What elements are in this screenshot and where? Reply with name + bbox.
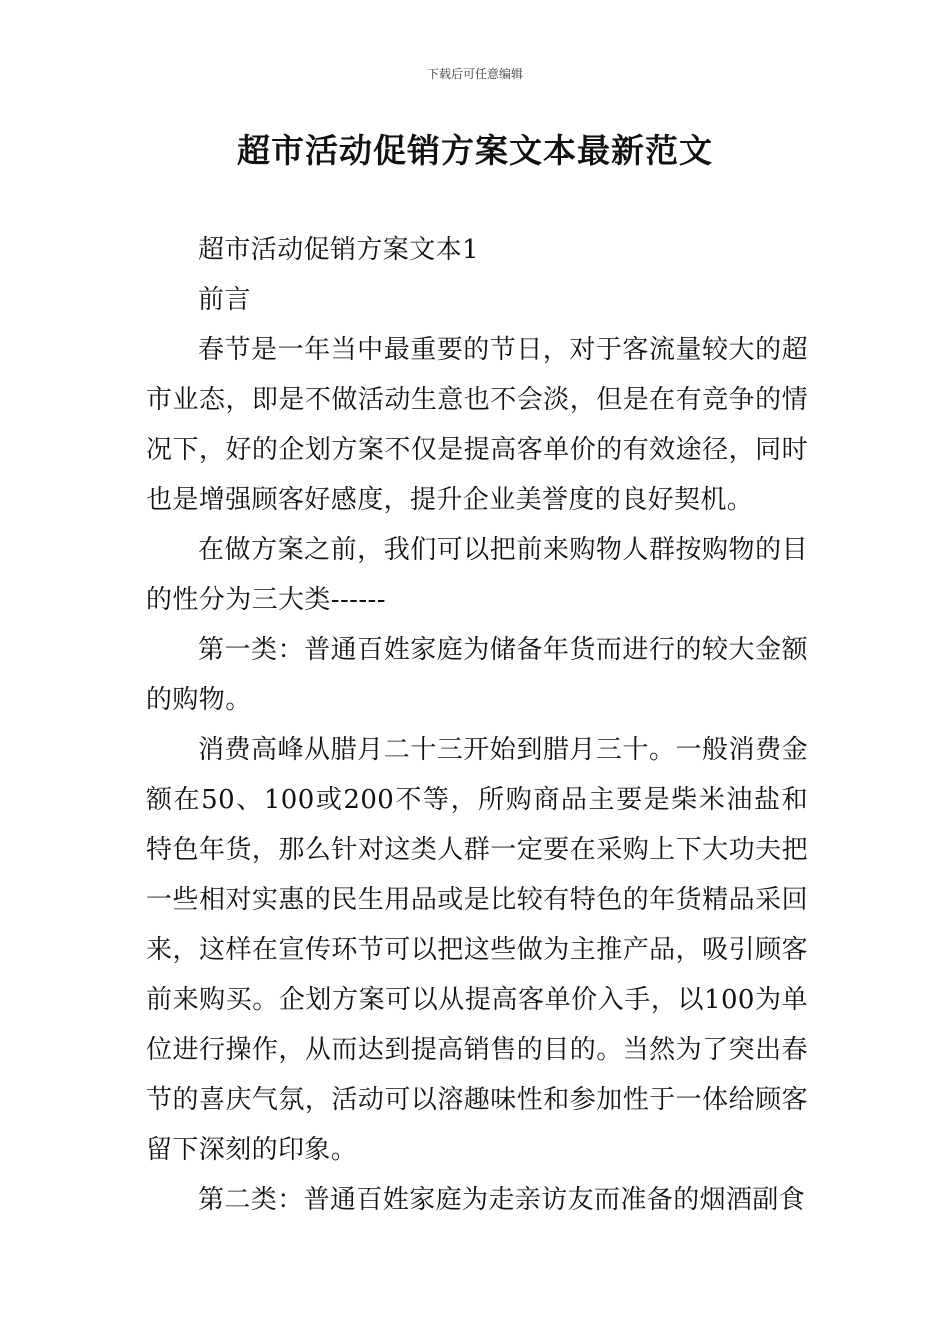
document-title: 超市活动促销方案文本最新范文 — [237, 131, 713, 170]
paragraph: 消费高峰从腊月二十三开始到腊月三十。一般消费金额在50、100或200不等，所购商品主要是柴米油盐和特色年货，那么针对这类人群一定要在采购上下大功夫把一些相对实惠的民生用品或是比较有特色的年货精品采回来，这样在宣传环节可以把这些做为主推产品，吸引顾客前来购买。企划方案可以从提高客单价入手，以100为单位进行操作，从而达到提高销售的目的。当然为了突出春节的喜庆气氛，活动可以溶趣味性和参加性于一体给顾客留下深刻的印象。 — [146, 735, 808, 1165]
document-body — [146, 225, 808, 1225]
section-heading: 超市活动促销方案文本1 — [198, 235, 479, 265]
paragraph: 在做方案之前，我们可以把前来购物人群按购物的目的性分为三大类------ — [146, 535, 808, 615]
paragraph: 第一类：普通百姓家庭为储备年货而进行的较大金额的购物。 — [146, 635, 808, 715]
preface-heading: 前言 — [198, 285, 251, 315]
paragraph: 春节是一年当中最重要的节日，对于客流量较大的超市业态，即是不做活动生意也不会淡，但是在有竞争的情况下，好的企划方案不仅是提高客单价的有效途径，同时也是增强顾客好感度，提升企业美誉度的良好契机。 — [146, 335, 808, 515]
paragraph: 第二类：普通百姓家庭为走亲访友而准备的烟酒副食 — [198, 1185, 806, 1215]
header-note: 下载后可任意编辑 — [426, 67, 523, 81]
